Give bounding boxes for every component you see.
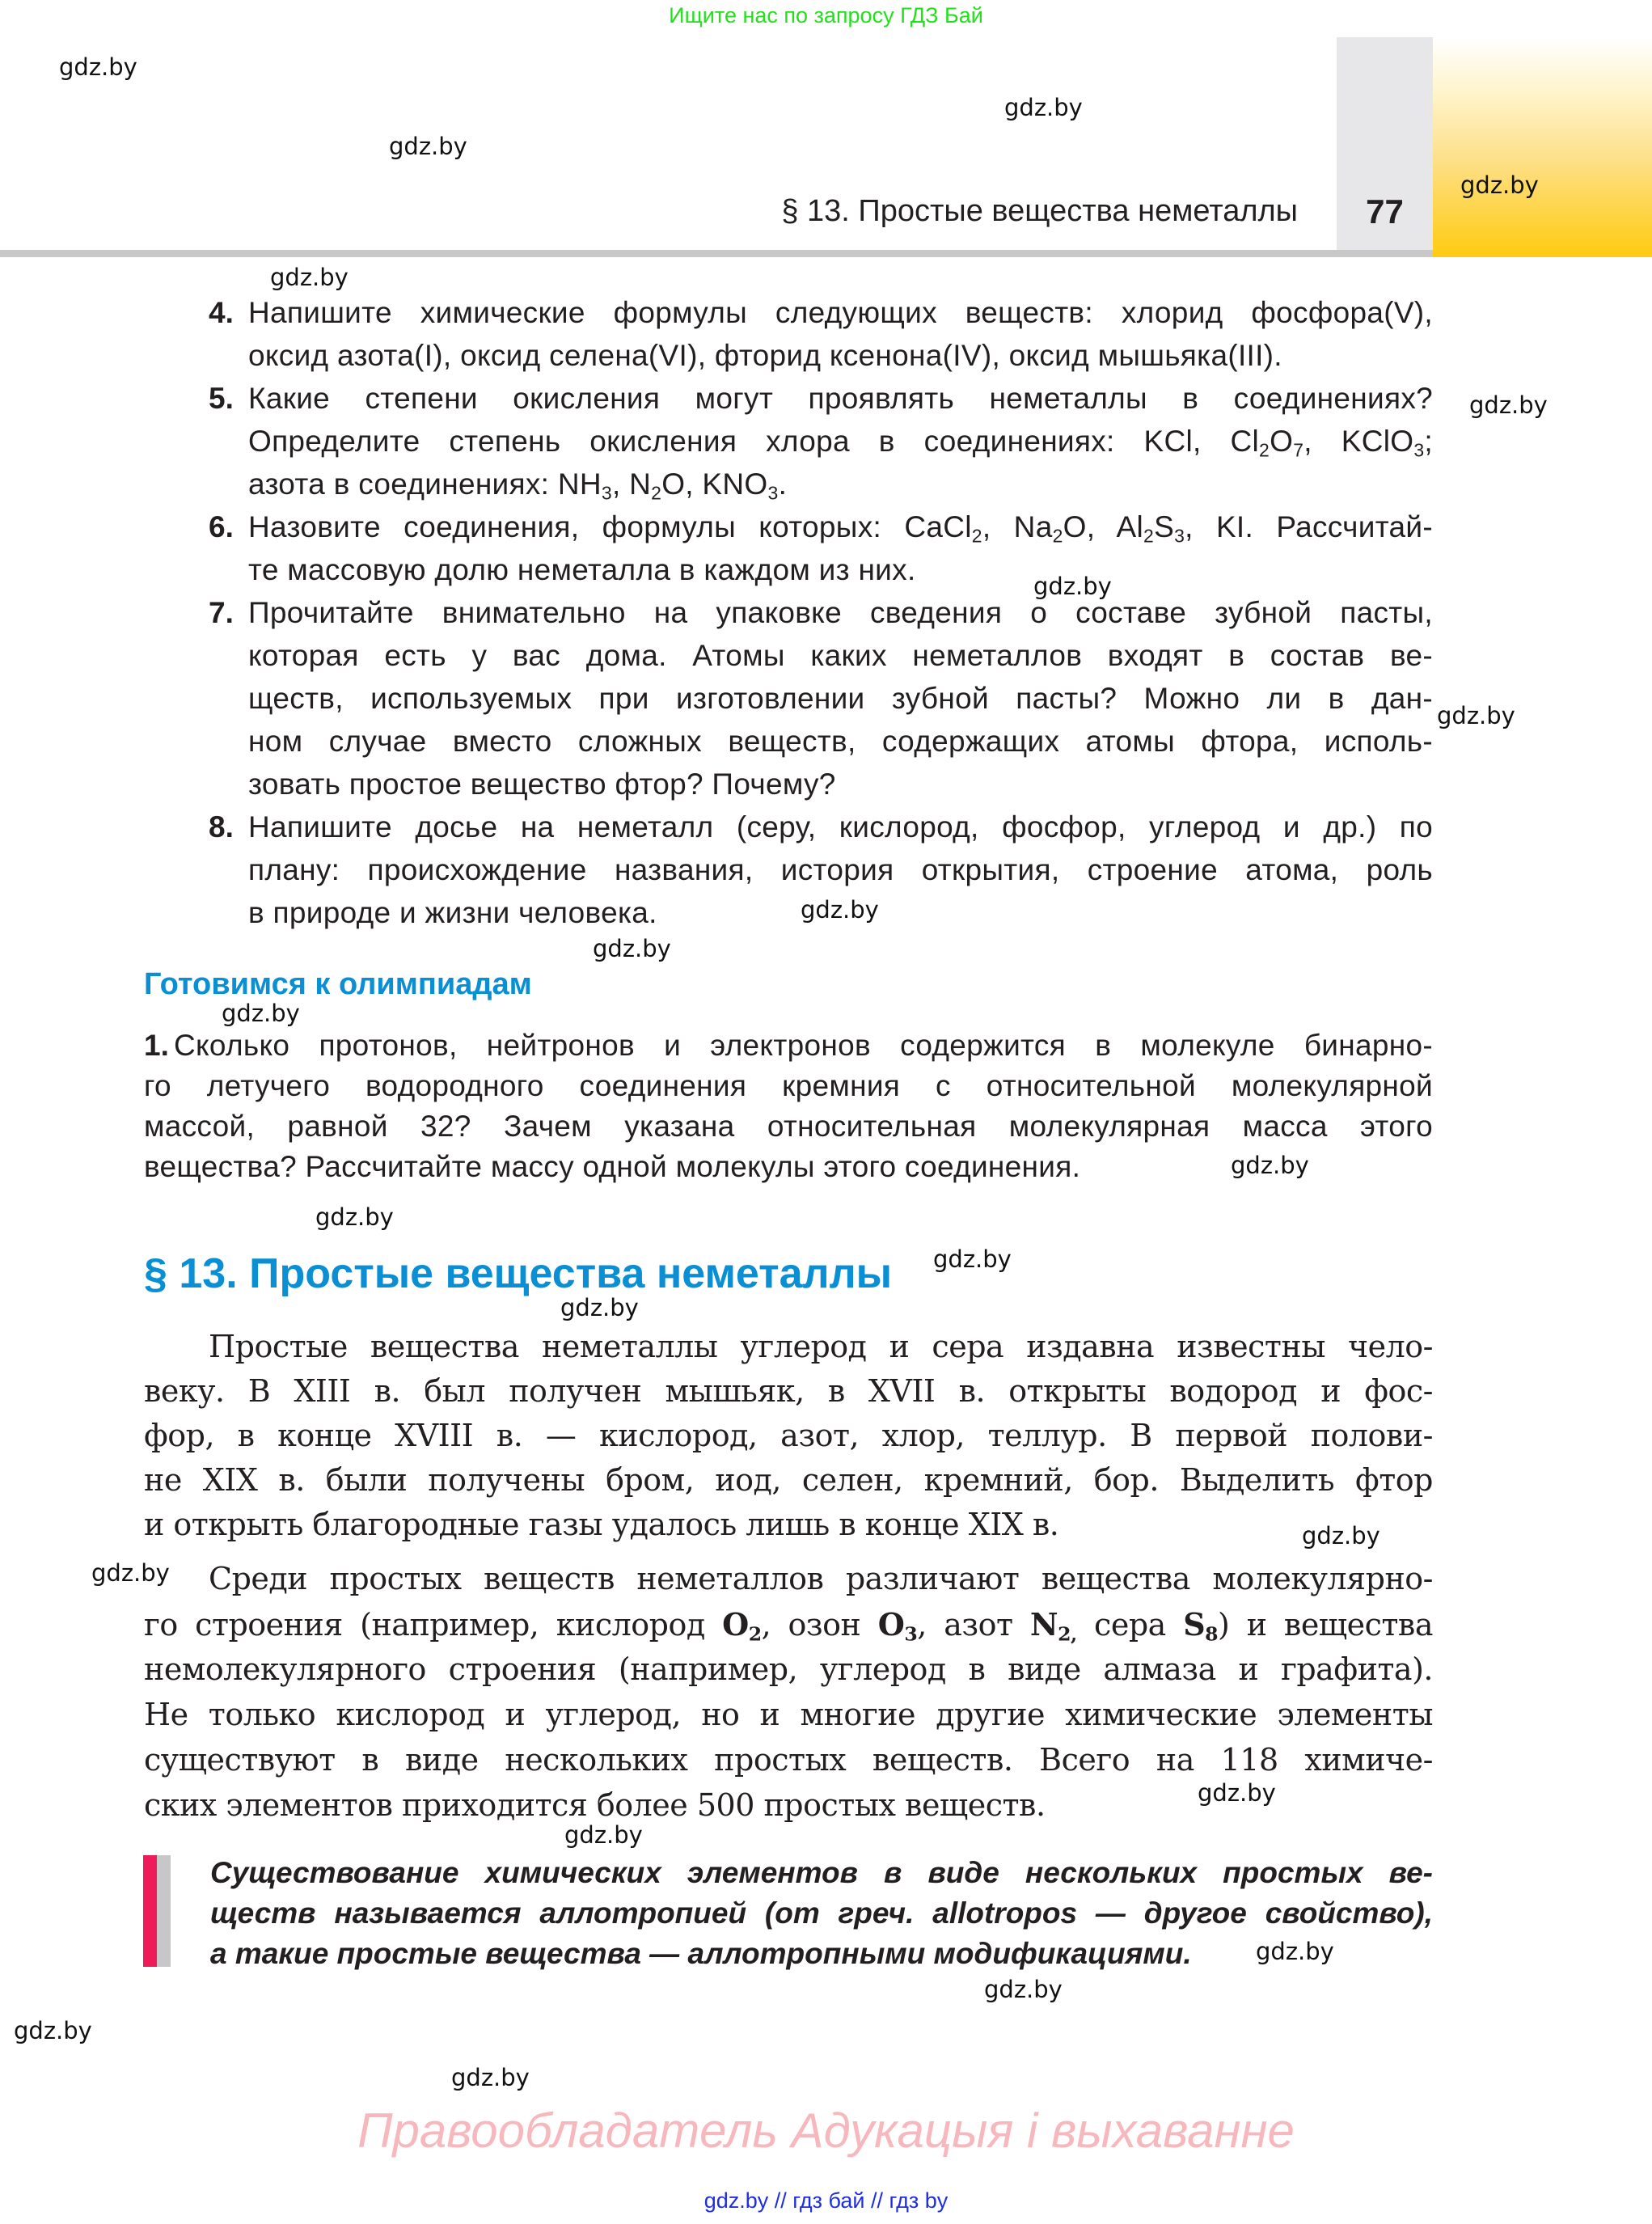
- exercise-number: 4.: [209, 296, 234, 329]
- paragraph-line: существуют в виде нескольких простых веществ. Всего на 118 химиче-: [144, 1742, 1433, 1778]
- exercise-line: Напишите химические формулы следующих веществ: хлорид фосфора(V),: [248, 296, 1433, 329]
- paragraph-line: Простые вещества неметаллы углерод и сера издавна известны чело-: [209, 1329, 1433, 1364]
- definition-line: а такие простые вещества — аллотропными модификациями.: [210, 1937, 1192, 1970]
- watermark: gdz.by: [1198, 1779, 1276, 1807]
- header-rule: [0, 250, 1433, 257]
- watermark: gdz.by: [1460, 171, 1539, 199]
- olympiad-line: Сколько протонов, нейтронов и электронов содержится в молекуле бинарно-: [174, 1029, 1433, 1062]
- watermark: gdz.by: [593, 935, 671, 962]
- exercise-line: в природе и жизни человека.: [248, 896, 657, 929]
- watermark: gdz.by: [1437, 702, 1515, 729]
- section-title: § 13. Простые вещества неметаллы: [144, 1250, 893, 1297]
- watermark: gdz.by: [1302, 1522, 1380, 1550]
- watermark: gdz.by: [1033, 573, 1112, 600]
- watermark: gdz.by: [1256, 1938, 1334, 1965]
- exercise-number: 1.: [144, 1029, 169, 1062]
- exercise-line: те массовую долю неметалла в каждом из них.: [248, 553, 916, 586]
- paragraph-line: фор, в конце XVIII в. — кислород, азот, хлор, теллур. В первой полови-: [144, 1418, 1433, 1453]
- watermark: gdz.by: [560, 1294, 639, 1321]
- copyright-notice: Правообладатель Адукацыя і выхаванне: [357, 2103, 1295, 2158]
- watermark: gdz.by: [91, 1559, 170, 1587]
- exercise-line: Определите степень окисления хлора в соединениях: KCl, $Cl_2O_7$, KClO$_3$;: [248, 425, 1433, 461]
- watermark: gdz.by: [59, 53, 137, 81]
- definition-marker-red: [143, 1855, 157, 1967]
- watermark: gdz.by: [801, 896, 879, 924]
- exercise-line: Прочитайте внимательно на упаковке сведения о составе зубной пасты,: [248, 596, 1433, 629]
- watermark: gdz.by: [1004, 94, 1083, 121]
- exercise-number: 7.: [209, 596, 234, 629]
- exercise-number: 8.: [209, 810, 234, 844]
- olympiad-line: вещества? Рассчитайте массу одной молекулы этого соединения.: [144, 1150, 1081, 1183]
- olympiad-line: го летучего водородного соединения кремния с относительной молекулярной: [144, 1069, 1433, 1102]
- watermark: gdz.by: [564, 1821, 643, 1849]
- exercise-line: ном случае вместо сложных веществ, содержащих атомы фтора, исполь-: [248, 725, 1433, 758]
- olympiad-heading: Готовимся к олимпиадам: [144, 967, 532, 1001]
- exercise-line: оксид азота(I), оксид селена(VI), фторид ксенона(IV), оксид мышьяка(III).: [248, 339, 1282, 372]
- exercise-line: Напишите досье на неметалл (серу, кислород, фосфор, углерод и др.) по: [248, 810, 1433, 844]
- watermark: gdz.by: [451, 2064, 530, 2091]
- watermark: gdz.by: [270, 264, 349, 291]
- watermark: gdz.by: [984, 1976, 1063, 2003]
- watermark: gdz.by: [1231, 1152, 1309, 1179]
- watermark: gdz.by: [1469, 391, 1548, 419]
- footer-links[interactable]: gdz.by // гдз бай // гдз by: [703, 2188, 949, 2213]
- watermark: gdz.by: [389, 133, 467, 160]
- exercise-line: ществ, используемых при изготовлении зубной пасты? Можно ли в дан-: [248, 682, 1433, 715]
- definition-marker-gray: [157, 1855, 171, 1967]
- paragraph-line: веку. В XIII в. был получен мышьяк, в XVII в. открыты водород и фос-: [144, 1373, 1433, 1409]
- watermark: gdz.by: [315, 1203, 394, 1231]
- definition-line: Существование химических элементов в виде нескольких простых ве-: [210, 1856, 1433, 1889]
- chapter-tab: [1433, 37, 1652, 257]
- running-title: § 13. Простые вещества неметаллы: [781, 194, 1298, 228]
- watermark: gdz.by: [222, 1000, 300, 1027]
- paragraph-line: и открыть благородные газы удалось лишь в конце XIX в.: [144, 1507, 1059, 1542]
- paragraph-line: Среди простых веществ неметаллов различают вещества молекулярно-: [209, 1561, 1433, 1596]
- exercise-line: плану: происхождение названия, история открытия, строение атома, роль: [248, 853, 1433, 886]
- definition-line: ществ называется аллотропией (от греч. allotropos — другое свойство),: [210, 1896, 1433, 1930]
- exercise-line: Какие степени окисления могут проявлять неметаллы в соединениях?: [248, 382, 1433, 415]
- watermark: gdz.by: [14, 2017, 92, 2044]
- exercise-line: азота в соединениях: $NH_3$, $N_2O$, $KNO_3$.: [248, 467, 788, 504]
- exercise-number: 5.: [209, 382, 234, 415]
- search-banner[interactable]: Ищите нас по запросу ГДЗ Бай: [669, 3, 983, 27]
- paragraph-line: ских элементов приходится более 500 простых веществ.: [144, 1787, 1046, 1823]
- olympiad-line: массой, равной 32? Зачем указана относительная молекулярная масса этого: [144, 1110, 1433, 1143]
- page-number: 77: [1366, 192, 1404, 230]
- watermark: gdz.by: [933, 1245, 1012, 1273]
- exercise-line: Назовите соединения, формулы которых: CaCl$_2$, $Na_2O$, $Al_2S_3$, KI. Рассчитай-: [248, 510, 1433, 547]
- exercise-line: зовать простое вещество фтор? Почему?: [248, 767, 836, 801]
- paragraph-line: немолекулярного строения (например, углерод в виде алмаза и графита).: [144, 1651, 1433, 1687]
- paragraph-line: не XIX в. были получены бром, иод, селен, кремний, бор. Выделить фтор: [144, 1462, 1433, 1498]
- paragraph-line: Не только кислород и углерод, но и многие другие химические элементы: [144, 1697, 1433, 1732]
- paragraph-line: го строения (например, кислород $O_2$, озон $O_3$, азот $N_{2,}$ сера $S_8$) и вещества: [144, 1606, 1433, 1646]
- exercise-line: которая есть у вас дома. Атомы каких неметаллов входят в состав ве-: [248, 639, 1433, 672]
- exercise-number: 6.: [209, 510, 234, 543]
